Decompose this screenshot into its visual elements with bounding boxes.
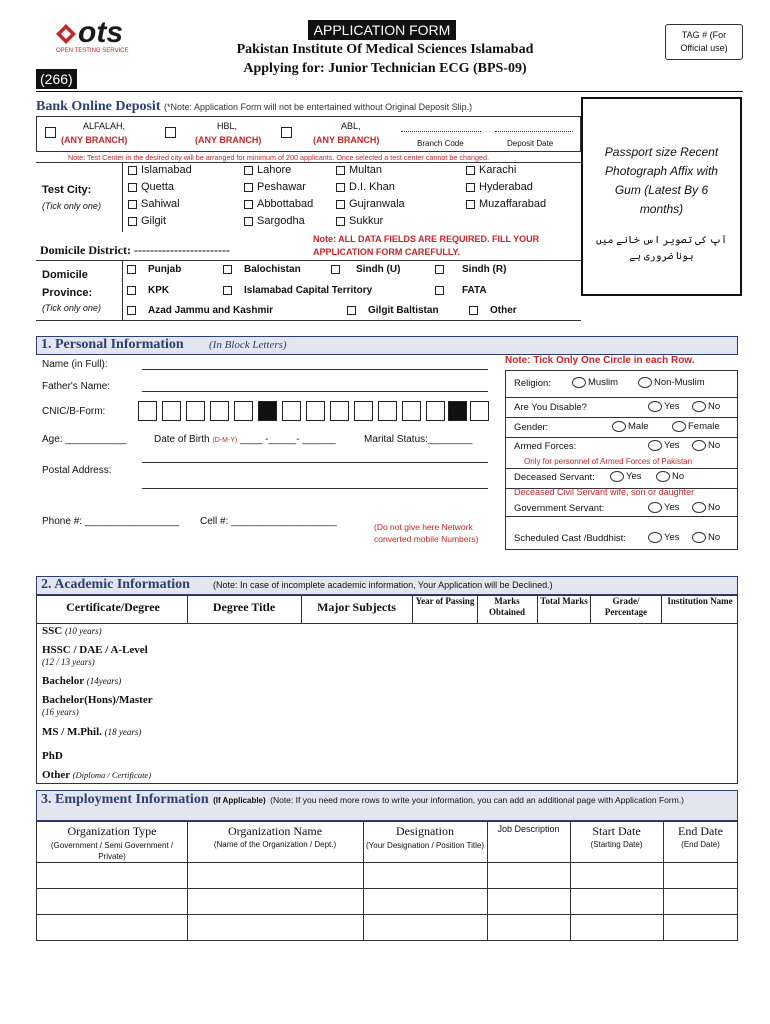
academic-row-master[interactable]: Bachelor(Hons)/Master (16 years) — [42, 694, 153, 717]
emp-sub-type: (Government / Semi Government / Private) — [50, 841, 174, 861]
govt-yes-option[interactable]: Yes — [648, 502, 680, 513]
postal-field-2[interactable] — [142, 488, 488, 489]
form-title: APPLICATION FORM — [308, 20, 456, 40]
employment-section-bar — [36, 790, 738, 821]
phone-field[interactable]: Phone #: _________________ — [42, 516, 180, 527]
city-item[interactable]: Sahiwal — [128, 198, 180, 210]
province-grid — [122, 260, 581, 321]
employment-table — [36, 821, 738, 941]
required-note: Note: ALL DATA FIELDS ARE REQUIRED. FILL YOUR APPLICATION FORM CAREFULLY. — [313, 234, 540, 257]
postal-label: Postal Address: — [42, 465, 112, 476]
emp-col-designation: Designation — [396, 824, 454, 838]
academic-section-bar — [36, 576, 738, 595]
cnic-separator — [448, 401, 467, 421]
caste-no-option[interactable]: No — [692, 532, 720, 543]
religion-label: Religion: — [514, 378, 551, 389]
academic-row-other[interactable]: Other (Diploma / Certificate) — [42, 769, 152, 781]
city-item[interactable]: Hyderabad — [466, 181, 533, 193]
academic-row-ssc[interactable]: SSC (10 years) — [42, 625, 102, 637]
govt-no-option[interactable]: No — [692, 502, 720, 513]
cnic-digit-box[interactable] — [330, 401, 349, 421]
cnic-label: CNIC/B-Form: — [42, 406, 106, 417]
col-total: Total Marks — [540, 596, 588, 606]
father-name-field[interactable] — [142, 391, 488, 392]
deceased-label: Deceased Servant: — [514, 472, 595, 483]
disable-yes-option[interactable]: Yes — [648, 401, 680, 412]
academic-table — [36, 595, 738, 784]
cnic-digit-box[interactable] — [186, 401, 205, 421]
armed-label: Armed Forces: — [514, 441, 577, 452]
armed-yes-option[interactable]: Yes — [648, 440, 680, 451]
city-item[interactable]: Abbottabad — [244, 198, 313, 210]
employment-note: (Note: If you need more rows to write your information, you can add an additional page with Application Form.) — [270, 795, 685, 805]
religion-muslim-option[interactable]: Muslim — [572, 377, 618, 388]
hbl-checkbox[interactable] — [165, 127, 176, 138]
cnic-digit-box[interactable] — [426, 401, 445, 421]
city-item[interactable]: Gilgit — [128, 215, 166, 227]
ots-logo — [52, 16, 142, 60]
col-year: Year of Passing — [415, 596, 475, 606]
cnic-digit-box[interactable] — [378, 401, 397, 421]
govt-label: Government Servant: — [514, 503, 605, 514]
test-center-note: Note: Test Center in the desired city will be arranged for minimum of 200 applicants. Once selected a test center cannot be changed. — [68, 153, 489, 162]
form-number: (266) — [36, 69, 77, 89]
name-label: Name (in Full): — [42, 359, 108, 370]
hbl-label: HBL, — [217, 121, 238, 131]
institute-name: Pakistan Institute Of Medical Sciences Islamabad — [236, 42, 534, 57]
tag-label: TAG # (For Official use) — [680, 30, 728, 53]
domicile-province-label: Domicile Province: — [42, 269, 93, 299]
deposit-date-field[interactable] — [495, 131, 573, 132]
bank-title: Bank Online Deposit (*Note: Application Form will not be entertained without Original Deposit Slip.) — [36, 99, 473, 114]
photo-box — [581, 97, 742, 296]
test-city-label: Test City: — [42, 184, 92, 196]
personal-subtitle: (In Block Letters) — [209, 339, 287, 351]
col-major: Major Subjects — [317, 600, 396, 614]
province-item[interactable]: FATA — [435, 285, 487, 296]
city-item[interactable]: Sukkur — [336, 215, 383, 227]
city-item[interactable]: Multan — [336, 164, 382, 176]
city-grid-lines — [122, 162, 581, 232]
abl-checkbox[interactable] — [281, 127, 292, 138]
alfalah-checkbox[interactable] — [45, 127, 56, 138]
cnic-digit-box[interactable] — [138, 401, 157, 421]
emp-col-start: Start Date — [592, 824, 641, 838]
province-item[interactable]: Gilgit Baltistan — [347, 305, 439, 316]
cnic-digit-box[interactable] — [162, 401, 181, 421]
disable-label: Are You Disable? — [514, 402, 587, 413]
network-note: (Do not give here Network converted mobile Numbers) — [374, 522, 479, 544]
alfalah-label: ALFALAH, — [83, 121, 126, 131]
postal-field-1[interactable] — [142, 462, 488, 463]
city-item[interactable]: Karachi — [466, 164, 516, 176]
bank-note: (*Note: Application Form will not be entertained without Original Deposit Slip.) — [163, 102, 473, 112]
emp-sub-designation: (Your Designation / Position Title) — [366, 841, 484, 850]
cnic-digit-box[interactable] — [282, 401, 301, 421]
city-item[interactable]: Sargodha — [244, 215, 305, 227]
city-item[interactable]: Peshawar — [244, 181, 306, 193]
abl-label: ABL, — [341, 121, 361, 131]
col-degree-title: Degree Title — [212, 600, 276, 614]
branch-code-label: Branch Code — [417, 139, 464, 148]
province-item[interactable]: Balochistan — [223, 264, 301, 275]
religion-nonmuslim-option[interactable]: Non-Muslim — [638, 377, 705, 388]
abl-branch: (ANY BRANCH) — [313, 135, 380, 145]
tick-panel — [505, 370, 738, 550]
emp-col-job: Job Description — [497, 824, 560, 834]
province-item[interactable]: Sindh (U) — [331, 264, 400, 275]
emp-col-type: Organization Type — [67, 824, 157, 838]
domicile-district[interactable]: Domicile District: ------------------------ — [40, 243, 230, 257]
col-institution: Institution Name — [667, 596, 733, 606]
province-item[interactable]: Azad Jammu and Kashmir — [127, 305, 273, 316]
emp-col-name: Organization Name — [227, 824, 323, 838]
emp-sub-end: (End Date) — [681, 840, 720, 849]
armed-note: Only for personnel of Armed Forces of Pakistan — [524, 457, 693, 466]
emp-sub-start: (Starting Date) — [590, 840, 643, 849]
personal-title: 1. Personal Information — [41, 337, 184, 352]
province-item[interactable]: Sindh (R) — [435, 264, 506, 275]
cnic-digit-box[interactable] — [402, 401, 421, 421]
col-marks-obtained: Marks Obtained — [488, 596, 525, 617]
province-item[interactable]: Other — [469, 305, 517, 316]
academic-title: 2. Academic Information — [41, 577, 190, 592]
test-city-hint: (Tick only one) — [42, 201, 101, 211]
age-field[interactable]: Age: ___________ — [42, 434, 127, 445]
caste-label: Scheduled Cast /Buddhist: — [514, 533, 626, 544]
alfalah-branch: (ANY BRANCH) — [61, 135, 128, 145]
city-item[interactable]: Lahore — [244, 164, 291, 176]
city-item[interactable]: Quetta — [128, 181, 174, 193]
academic-note: (Note: In case of incomplete academic information, Your Application will be Declined.) — [213, 580, 553, 590]
province-item[interactable]: Punjab — [127, 264, 181, 275]
header-rule — [36, 91, 743, 92]
province-item[interactable]: KPK — [127, 285, 169, 296]
emp-sub-name: (Name of the Organization / Dept.) — [213, 840, 337, 849]
logo-mark-icon — [52, 20, 80, 50]
name-field[interactable] — [142, 369, 488, 370]
deceased-yes-option[interactable]: Yes — [610, 471, 642, 482]
col-certificate: Certificate/Degree — [66, 600, 160, 614]
cnic-separator — [258, 401, 277, 421]
city-item[interactable]: D.I. Khan — [336, 181, 395, 193]
city-item[interactable]: Muzaffarabad — [466, 198, 546, 210]
father-label: Father's Name: — [42, 381, 111, 392]
city-item[interactable]: Islamabad — [128, 164, 192, 176]
dob-field[interactable]: Date of Birth (D-M-Y) ____ -_____- ______ — [154, 434, 336, 445]
post-applied: Applying for: Junior Technician ECG (BPS-09) — [243, 61, 527, 76]
academic-row-phd[interactable]: PhD — [42, 750, 63, 762]
cnic-digit-box[interactable] — [210, 401, 229, 421]
domicile-hint: (Tick only one) — [42, 303, 101, 313]
cell-field[interactable]: Cell #: ___________________ — [200, 516, 337, 527]
disable-no-option[interactable]: No — [692, 401, 720, 412]
deceased-no-option[interactable]: No — [656, 471, 684, 482]
armed-no-option[interactable]: No — [692, 440, 720, 451]
hbl-branch: (ANY BRANCH) — [195, 135, 262, 145]
gender-female-option[interactable]: Female — [672, 421, 720, 432]
employment-title: 3. Employment Information — [41, 792, 209, 807]
personal-section-bar — [36, 336, 738, 355]
tick-note: Note: Tick Only One Circle in each Row. — [505, 355, 695, 366]
cnic-digit-box[interactable] — [306, 401, 325, 421]
caste-yes-option[interactable]: Yes — [648, 532, 680, 543]
employment-applicable: (If Applicable) — [213, 796, 266, 805]
deposit-date-label: Deposit Date — [507, 139, 554, 148]
province-item[interactable]: Islamabad Capital Territory — [223, 285, 372, 296]
academic-row-hssc[interactable]: HSSC / DAE / A-Level (12 / 13 years) — [42, 644, 148, 667]
photo-urdu: آپ کی تصویر اس خانے میں ہونا ضروری ہے — [595, 235, 728, 262]
gender-male-option[interactable]: Male — [612, 421, 649, 432]
bank-row — [36, 116, 581, 152]
academic-row-bachelor[interactable]: Bachelor (14years) — [42, 675, 122, 687]
col-grade: Grade/ Percentage — [604, 596, 648, 617]
cnic-digit-box[interactable] — [234, 401, 253, 421]
gender-label: Gender: — [514, 422, 549, 433]
emp-col-end: End Date — [678, 824, 723, 838]
cnic-digit-box[interactable] — [354, 401, 373, 421]
cnic-digit-box[interactable] — [470, 401, 489, 421]
branch-code-field[interactable] — [401, 131, 481, 132]
logo-subtext: OPEN TESTING SERVICE — [56, 48, 129, 54]
photo-text: Passport size Recent Photograph Affix with Gum (Latest By 6 months) — [604, 145, 719, 216]
city-item[interactable]: Gujranwala — [336, 198, 405, 210]
logo-text: ots — [78, 16, 123, 49]
tag-box — [665, 24, 743, 60]
academic-row-mphil[interactable]: MS / M.Phil. (18 years) — [42, 726, 142, 738]
deceased-note: Deceased Civil Servant wife, son or daughter — [514, 487, 695, 497]
marital-field[interactable]: Marital Status:________ — [364, 434, 473, 445]
